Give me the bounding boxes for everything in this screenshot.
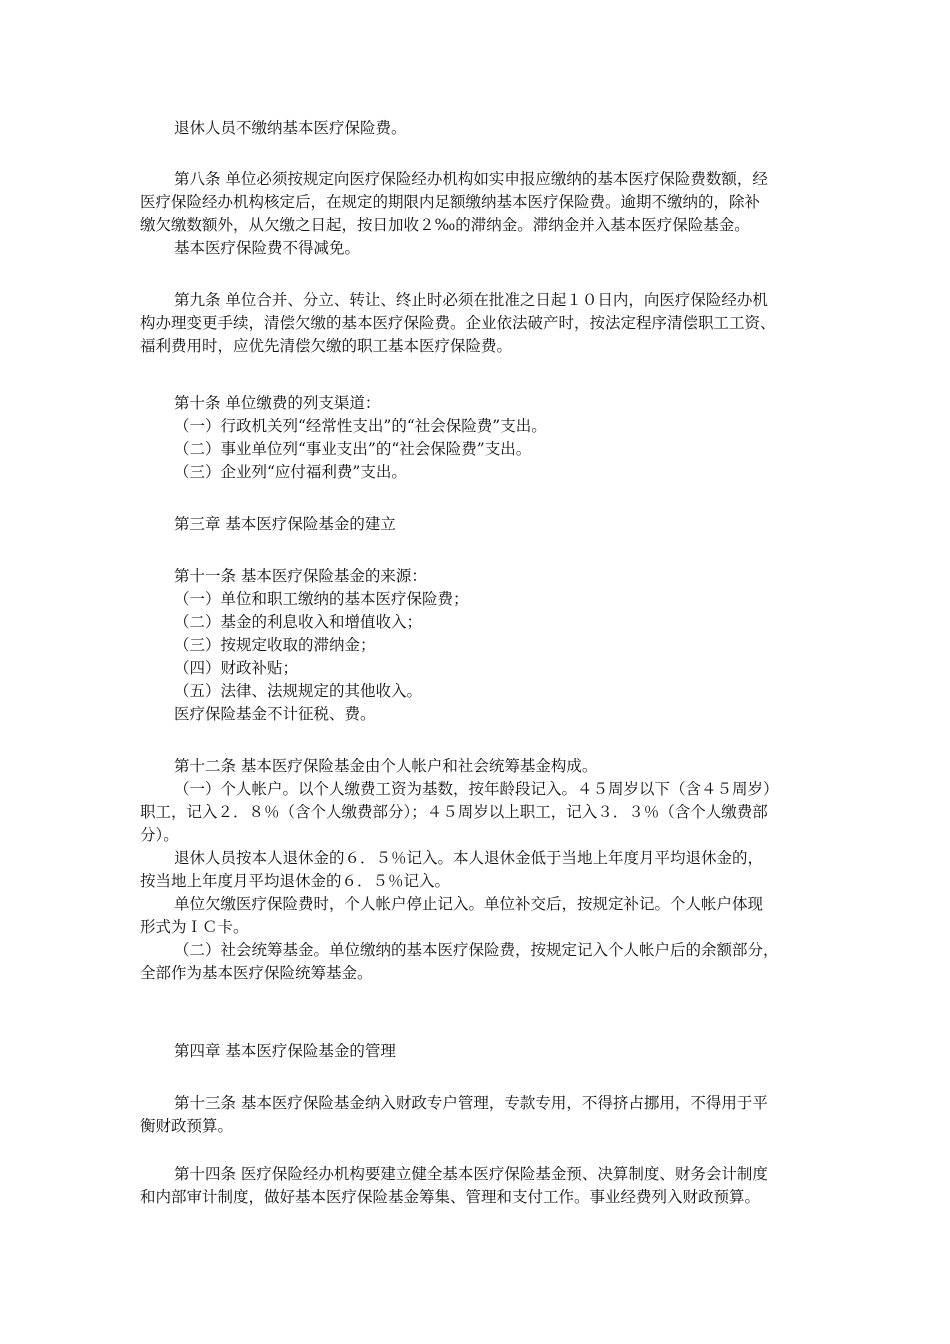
list-item-5	[140, 680, 812, 703]
article-10-heading	[140, 392, 812, 415]
text-line: 退休人员按本人退休金的６．５％记入。本人退休金低于当地上年度月平均退休金的，	[174, 849, 764, 867]
article-13-paragraph	[140, 1092, 812, 1138]
personal-account-paragraph	[140, 778, 812, 847]
text-line: 职工，记入２．８％（含个人缴费部分）；４５周岁以上职工，记入３．３％（含个人缴费部	[140, 803, 768, 821]
text-line: 第十四条 医疗保险经办机构要建立健全基本医疗保险基金预、决算制度、财务会计制度	[174, 1165, 768, 1183]
text-line: 和内部审计制度，做好基本医疗保险基金筹集、管理和支付工作。事业经费列入财政预算。	[140, 1188, 761, 1206]
text-line: 单位欠缴医疗保险费时，个人帐户停止记入。单位补交后，按规定补记。个人帐户体现	[174, 895, 764, 913]
text-line: （二）基金的利息收入和增值收入；	[174, 613, 423, 631]
text-line: （二）事业单位列“事业支出”的“社会保险费”支出。	[174, 440, 532, 458]
text-line: 第十二条 基本医疗保险基金由个人帐户和社会统筹基金构成。	[174, 757, 598, 775]
article-12-heading	[140, 755, 812, 778]
list-item-2	[140, 438, 812, 461]
text-line: （四）财政补贴；	[174, 659, 299, 677]
chapter-3-heading	[140, 513, 812, 536]
list-item-4	[140, 657, 812, 680]
text-line: 第三章 基本医疗保险基金的建立	[174, 515, 396, 533]
text-line: 福利费用时，应优先清偿欠缴的职工基本医疗保险费。	[140, 337, 513, 355]
article-11-heading	[140, 565, 812, 588]
text-line: 第十条 单位缴费的列支渠道：	[174, 394, 381, 412]
paragraph-retirees-exempt	[140, 117, 812, 140]
text-line: （一）行政机关列“经常性支出”的“社会保险费”支出。	[174, 417, 547, 435]
text-line: 形式为ＩＣ卡。	[140, 918, 249, 936]
list-item-3	[140, 634, 812, 657]
article-14-paragraph	[140, 1163, 812, 1209]
text-line: 第四章 基本医疗保险基金的管理	[174, 1042, 396, 1060]
text-line: （三）企业列“应付福利费”支出。	[174, 463, 407, 481]
text-line: 缴欠缴数额外，从欠缴之日起，按日加收２‰的滞纳金。滞纳金并入基本医疗保险基金。	[140, 216, 750, 234]
pooling-fund-paragraph	[140, 939, 812, 985]
text-line: 第十三条 基本医疗保险基金纳入财政专户管理，专款专用，不得挤占挪用，不得用于平	[174, 1094, 768, 1112]
text-line: 分）。	[140, 826, 179, 844]
text-line: （五）法律、法规规定的其他收入。	[174, 682, 423, 700]
article-9-paragraph	[140, 289, 812, 358]
list-item-3	[140, 461, 812, 484]
text-line: 退休人员不缴纳基本医疗保险费。	[174, 119, 407, 137]
text-line: 基本医疗保险费不得减免。	[174, 239, 361, 257]
chapter-4-heading	[140, 1040, 812, 1063]
text-line: 医疗保险基金不计征税、费。	[174, 705, 376, 723]
arrears-paragraph	[140, 893, 812, 939]
text-line: 第八条 单位必须按规定向医疗保险经办机构如实申报应缴纳的基本医疗保险费数额，经	[174, 170, 768, 188]
article-8-paragraph	[140, 168, 812, 237]
list-item-1	[140, 415, 812, 438]
text-line: 第九条 单位合并、分立、转让、终止时必须在批准之日起１０日内，向医疗保险经办机	[174, 291, 768, 309]
text-line: 按当地上年度月平均退休金的６．５％记入。	[140, 872, 451, 890]
text-line: （三）按规定收取的滞纳金；	[174, 636, 376, 654]
text-line: （一）个人帐户。以个人缴费工资为基数，按年龄段记入。４５周岁以下（含４５周岁）	[174, 780, 779, 798]
text-line: 第十一条 基本医疗保险基金的来源：	[174, 567, 427, 585]
text-line: 医疗保险经办机构核定后，在规定的期限内足额缴纳基本医疗保险费。逾期不缴纳的，除补	[140, 193, 761, 211]
paragraph-tax-exempt	[140, 703, 812, 726]
text-line: （一）单位和职工缴纳的基本医疗保险费；	[174, 590, 469, 608]
list-item-1	[140, 588, 812, 611]
text-line: 构办理变更手续，清偿欠缴的基本医疗保险费。企业依法破产时，按法定程序清偿职工工资、	[140, 314, 776, 332]
retiree-account-paragraph	[140, 847, 812, 893]
text-line: 衡财政预算。	[140, 1117, 234, 1135]
text-line: 全部作为基本医疗保险统筹基金。	[140, 964, 373, 982]
paragraph-no-reduction	[140, 237, 812, 260]
text-line: （二）社会统筹基金。单位缴纳的基本医疗保险费，按规定记入个人帐户后的余额部分，	[174, 941, 779, 959]
list-item-2	[140, 611, 812, 634]
